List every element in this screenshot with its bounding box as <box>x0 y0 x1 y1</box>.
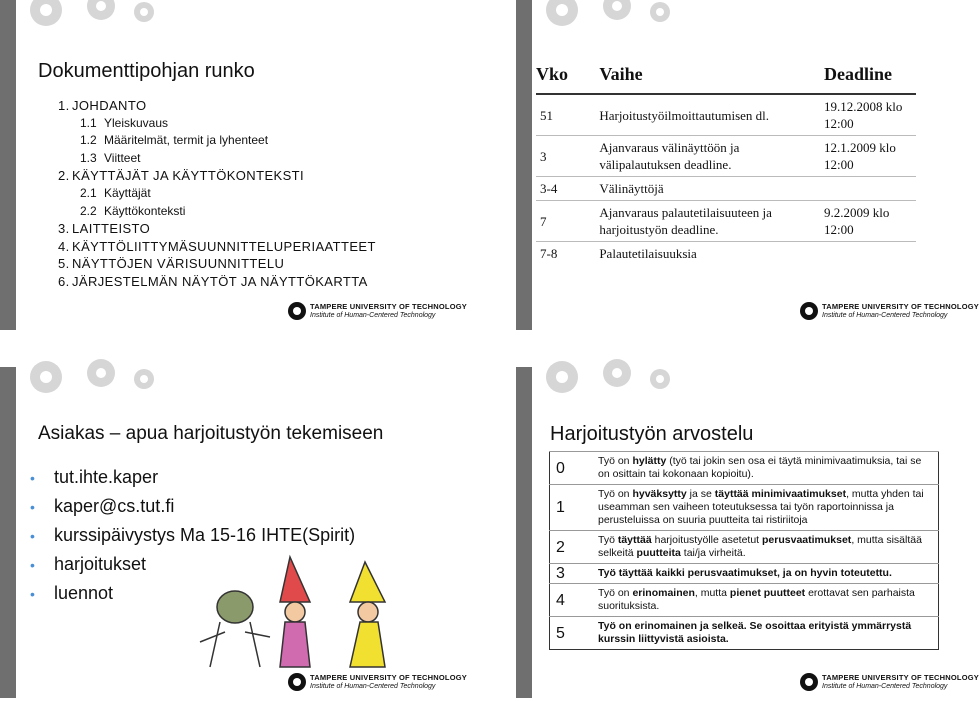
cell-deadline: 12.1.2009 klo 12:00 <box>824 136 916 177</box>
toc-item <box>58 150 376 168</box>
cell-vaihe: Ajanvaraus välinäyttöön ja välipalautuksen deadline. <box>599 136 824 177</box>
grade-text-part: (työ tai jokin sen osa ei täytä minimivaatimuksia, tai se on osittain tai kokonaan kopioitu). <box>598 455 922 480</box>
gears-decoration-icon <box>16 0 166 42</box>
toc-label: Käyttökonteksti <box>104 203 186 218</box>
cell-deadline <box>824 242 916 266</box>
bullet-text: kurssipäivystys Ma 15-16 IHTE(Spirit) <box>54 525 356 545</box>
slide-document-template <box>0 0 470 330</box>
table-row <box>536 201 916 242</box>
slide-title: Asiakas – apua harjoitustyön tekemiseen <box>38 423 384 444</box>
toc-label: NÄYTTÖJEN VÄRISUUNNITTELU <box>72 256 285 272</box>
toc-label: Käyttäjät <box>104 185 151 200</box>
tut-gear-icon <box>286 300 308 322</box>
grade-text-part: ja se <box>686 488 715 500</box>
tut-logo <box>798 671 979 701</box>
grade-text-part: Työ on <box>598 587 633 599</box>
bullet-text: tut.ihte.kaper <box>54 467 159 487</box>
toc-number: 1. <box>58 98 70 113</box>
tut-logo <box>798 300 979 330</box>
grade-description <box>594 452 939 485</box>
grade-text-part: harjoitustyölle asetetut <box>651 534 763 546</box>
grade-text-part: hylätty <box>632 455 667 467</box>
table-row <box>550 584 939 617</box>
toc-number: 6. <box>58 273 70 289</box>
grade-text-part: täyttää minimivaatimukset <box>714 488 847 500</box>
list-item <box>30 463 355 492</box>
grade-number: 4 <box>550 584 595 617</box>
toc-item <box>58 273 376 291</box>
grade-text-part: Työ täyttää kaikki perusvaatimukset, ja on hyvin toteutettu. <box>598 567 892 579</box>
toc-label: LAITTEISTO <box>72 221 151 237</box>
toc-number: 1.1 <box>80 115 97 130</box>
header-deadline: Deadline <box>824 64 893 84</box>
slide-grading <box>516 367 979 698</box>
grade-text-part: erottavat sen parhaista suorituksista. <box>598 587 915 612</box>
tut-gear-icon <box>286 671 308 693</box>
cell-vko: 7-8 <box>536 242 599 266</box>
toc-number: 3. <box>58 221 70 237</box>
grading-table <box>549 451 939 650</box>
grade-number: 5 <box>550 617 595 650</box>
toc-number: 2.2 <box>80 203 97 218</box>
cell-vaihe: Palautetilaisuuksia <box>599 242 824 266</box>
logo-line2: Institute of Human-Centered Technology <box>310 312 436 319</box>
toc-item <box>58 97 376 115</box>
grade-number: 2 <box>550 531 595 564</box>
toc-label: Määritelmät, termit ja lyhenteet <box>104 133 269 148</box>
toc-label: KÄYTTÖLIITTYMÄSUUNNITTELUPERIAATTEET <box>72 238 376 254</box>
toc-item <box>58 220 376 238</box>
cell-vaihe: Ajanvaraus palautetilaisuuteen ja harjoitustyön deadline. <box>599 201 824 242</box>
bullet-text: kaper@cs.tut.fi <box>54 496 175 516</box>
slide-title: Harjoitustyön arvostelu <box>550 423 754 445</box>
cell-vaihe: Välinäyttöjä <box>599 177 824 201</box>
cell-vaihe: Harjoitustyöilmoittautumisen dl. <box>599 94 824 136</box>
grade-number: 3 <box>550 564 595 584</box>
bullet-text: luennot <box>54 583 114 603</box>
cartoon-characters-illustration <box>190 547 420 687</box>
slide-stripe <box>0 367 16 698</box>
toc-item <box>58 167 376 185</box>
grade-number: 0 <box>550 452 595 485</box>
grade-description <box>594 584 939 617</box>
cell-vko: 7 <box>536 201 599 242</box>
cell-deadline: 9.2.2009 klo 12:00 <box>824 201 916 242</box>
toc-number: 4. <box>58 238 70 254</box>
gears-decoration-icon <box>532 0 682 42</box>
toc-label: KÄYTTÄJÄT JA KÄYTTÖKONTEKSTI <box>72 168 305 184</box>
slide-stripe <box>516 367 532 698</box>
cell-vko: 51 <box>536 94 599 136</box>
grade-text-part: tai/ja virheitä. <box>680 547 746 559</box>
slide-title: Dokumenttipohjan runko <box>38 60 255 82</box>
header-vaihe: Vaihe <box>599 64 643 84</box>
tut-gear-icon <box>798 671 820 693</box>
toc-item <box>58 238 376 256</box>
toc-number: 5. <box>58 256 70 272</box>
grade-text-part: Työ <box>598 534 618 546</box>
list-item <box>30 521 355 550</box>
table-row <box>550 531 939 564</box>
grade-text-part: Työ on <box>598 488 633 500</box>
logo-line2: Institute of Human-Centered Technology <box>822 683 948 690</box>
table-row <box>550 617 939 650</box>
toc-label: JÄRJESTELMÄN NÄYTÖT JA NÄYTTÖKARTTA <box>72 273 368 289</box>
bullet-text: harjoitukset <box>54 554 147 574</box>
header-vko: Vko <box>536 64 569 84</box>
slide-stripe <box>516 0 532 330</box>
toc-item <box>58 115 376 133</box>
table-row <box>550 564 939 584</box>
table-row <box>536 177 916 201</box>
slide-stripe <box>0 0 16 330</box>
tut-gear-icon <box>798 300 820 322</box>
toc-label: Viitteet <box>104 150 141 165</box>
table-row <box>536 242 916 266</box>
grade-text-part: , mutta yhden tai useamman sen vaiheen toteutuksessa tai työn raportoinnissa ja perusteluissa on suuria puutteita tai ristiriitoja <box>598 488 924 526</box>
schedule-table <box>536 62 916 265</box>
cell-deadline <box>824 177 916 201</box>
bullet-icon: • <box>30 557 35 573</box>
grade-text-part: Työ on <box>598 455 633 467</box>
toc-label: Yleiskuvaus <box>104 115 169 130</box>
list-item <box>30 492 355 521</box>
table-row <box>536 94 916 136</box>
slide-schedule <box>516 0 979 330</box>
toc-item <box>58 255 376 273</box>
bullet-icon: • <box>30 470 35 486</box>
logo-line1: TAMPERE UNIVERSITY OF TECHNOLOGY <box>822 673 979 682</box>
toc-item <box>58 203 376 221</box>
grade-text-part: puutteita <box>636 547 681 559</box>
gears-decoration-icon <box>532 367 682 409</box>
grade-description <box>594 485 939 531</box>
cell-vko: 3-4 <box>536 177 599 201</box>
bullet-icon: • <box>30 528 35 544</box>
logo-line1: TAMPERE UNIVERSITY OF TECHNOLOGY <box>310 673 467 682</box>
grade-text-part: erinomainen <box>632 587 695 599</box>
table-row <box>550 485 939 531</box>
grade-description <box>594 531 939 564</box>
toc-number: 1.2 <box>80 133 97 148</box>
toc-label: JOHDANTO <box>72 98 147 113</box>
cell-vko: 3 <box>536 136 599 177</box>
toc-number: 1.3 <box>80 150 97 165</box>
grade-text-part: täyttää <box>617 534 652 546</box>
gears-decoration-icon <box>16 367 166 409</box>
grade-text-part: hyväksytty <box>632 488 687 500</box>
table-row <box>550 452 939 485</box>
tut-logo <box>286 671 467 701</box>
toc-item <box>58 185 376 203</box>
grade-description <box>594 617 939 650</box>
grade-text-part: , mutta <box>694 587 730 599</box>
slide-client <box>0 367 470 698</box>
grade-description <box>594 564 939 584</box>
logo-line2: Institute of Human-Centered Technology <box>310 683 436 690</box>
table-of-contents <box>58 97 376 291</box>
grade-text-part: Työ on erinomainen ja selkeä. Se osoittaa erityistä ymmärrystä kurssin liittyvistä asioista. <box>598 620 912 645</box>
logo-line1: TAMPERE UNIVERSITY OF TECHNOLOGY <box>822 302 979 311</box>
toc-number: 2.1 <box>80 185 97 200</box>
toc-number: 2. <box>58 168 70 184</box>
bullet-icon: • <box>30 586 35 602</box>
grade-number: 1 <box>550 485 595 531</box>
logo-line1: TAMPERE UNIVERSITY OF TECHNOLOGY <box>310 302 467 311</box>
tut-logo <box>286 300 467 330</box>
table-row <box>536 136 916 177</box>
grade-text-part: perusvaatimukset <box>762 534 852 546</box>
bullet-icon: • <box>30 499 35 515</box>
grade-text-part: pienet puutteet <box>729 587 806 599</box>
logo-line2: Institute of Human-Centered Technology <box>822 312 948 319</box>
cell-deadline: 19.12.2008 klo 12:00 <box>824 94 916 136</box>
toc-item <box>58 132 376 150</box>
grade-text-part: , mutta sisältää selkeitä <box>598 534 922 559</box>
